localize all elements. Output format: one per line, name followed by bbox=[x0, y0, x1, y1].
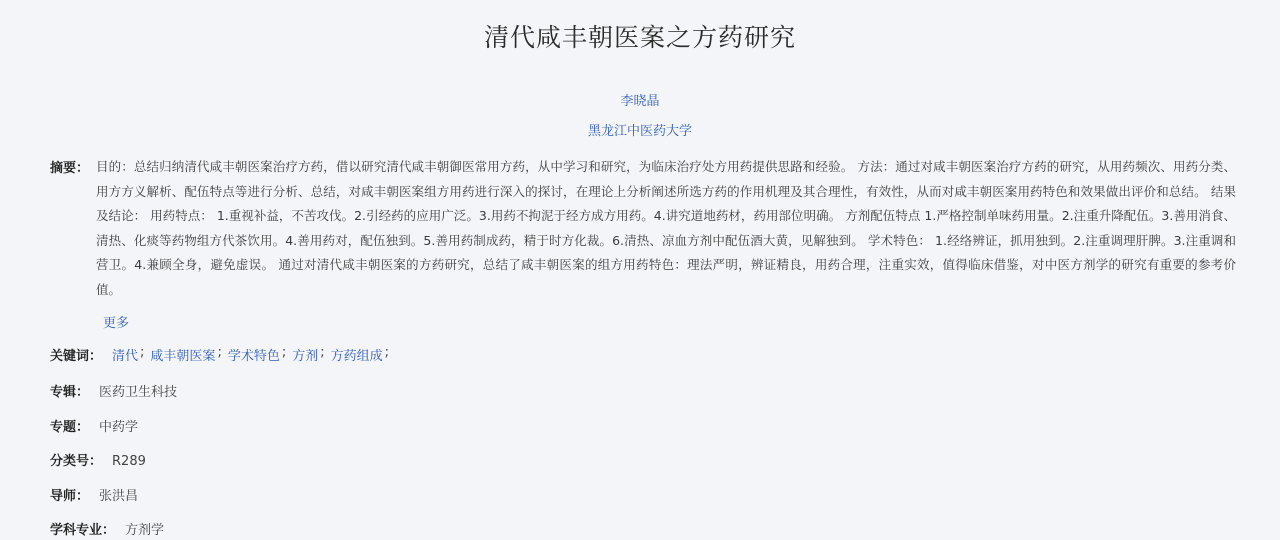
collection-row bbox=[50, 381, 177, 400]
keyword-link[interactable]: 咸丰朝医案 bbox=[150, 349, 216, 364]
abstract-text: 目的：总结归纳清代咸丰朝医案治疗方药，借以研究清代咸丰朝御医常用方药，从中学习和研究，为临床治疗处方用药提供思路和经验。 方法：通过对咸丰朝医案治疗方药的研究，从用药频次、用药分类、用方方义解析、配伍特点等进行分析、总结，对咸丰朝医案组方用药进行深入的探讨，在理论上分析阐述所选方药的作用机理及其合理性，有效性，从而对咸丰朝医案用药特色和效果做出评价和总结。 结果及结论： 用药特点： 1.重视补益，不苦攻伐。2.引经药的应用广泛。3.用药不拘泥于经方成方用药。4.讲究道地药材，药用部位明确。 方剂配伍特点 1.严格控制单味药用量。2.注重升降配伍。3.善用消食、清热、化痰等药物组方代茶饮用。4.善用药对，配伍独到。5.善用药制成药，精于时方化裁。6.清热、凉血方剂中配伍酒大黄，见解独到。 学术特色： 1.经络辨证，抓用独到。2.注重调理肝脾。3.注重调和营卫。4.兼顾全身，避免虚误。 通过对清代咸丰朝医案的方药研究，总结了咸丰朝医案的组方用药特色：理法严明，辨证精良，用药合理，注重实效，值得临床借鉴，对中医方剂学的研究有重要的参考价值。 bbox=[96, 159, 1236, 297]
major-label: 学科专业： bbox=[50, 523, 116, 538]
advisor-label: 导师： bbox=[50, 489, 90, 504]
keyword-link[interactable]: 清代 bbox=[112, 349, 139, 364]
paper-title: 清代咸丰朝医案之方药研究 bbox=[483, 23, 796, 52]
keyword-separator: ; bbox=[384, 345, 390, 360]
keyword-separator: ; bbox=[281, 345, 287, 360]
subject-label: 专题： bbox=[50, 420, 90, 435]
keyword-separator: ; bbox=[217, 345, 222, 360]
more-button[interactable]: 更多 bbox=[103, 316, 130, 331]
keyword-link[interactable]: 学术特色 bbox=[227, 349, 280, 364]
collection-value: 医药卫生科技 bbox=[99, 385, 178, 400]
collection-label: 专辑： bbox=[50, 385, 90, 400]
advisor-row bbox=[50, 485, 138, 504]
classification-row bbox=[50, 450, 146, 469]
keyword-separator: ; bbox=[320, 345, 325, 360]
author-link[interactable]: 李晓晶 bbox=[620, 94, 660, 109]
classification-label: 分类号： bbox=[50, 454, 103, 469]
major-row bbox=[50, 519, 164, 538]
keyword-link[interactable]: 方药组成 bbox=[330, 349, 383, 364]
major-value: 方剂学 bbox=[125, 523, 165, 538]
abstract-label: 摘要： bbox=[50, 161, 90, 176]
institution-link[interactable]: 黑龙江中医药大学 bbox=[587, 124, 692, 139]
keyword-link[interactable]: 方剂 bbox=[292, 349, 319, 364]
keyword-separator: ; bbox=[140, 345, 145, 360]
subject-row bbox=[50, 416, 138, 435]
classification-value: R289 bbox=[112, 454, 146, 469]
keywords-label: 关键词： bbox=[50, 349, 103, 364]
subject-value: 中药学 bbox=[99, 420, 139, 435]
advisor-link[interactable]: 张洪昌 bbox=[99, 489, 139, 504]
keywords-list bbox=[112, 345, 395, 364]
keywords-row bbox=[50, 345, 395, 364]
